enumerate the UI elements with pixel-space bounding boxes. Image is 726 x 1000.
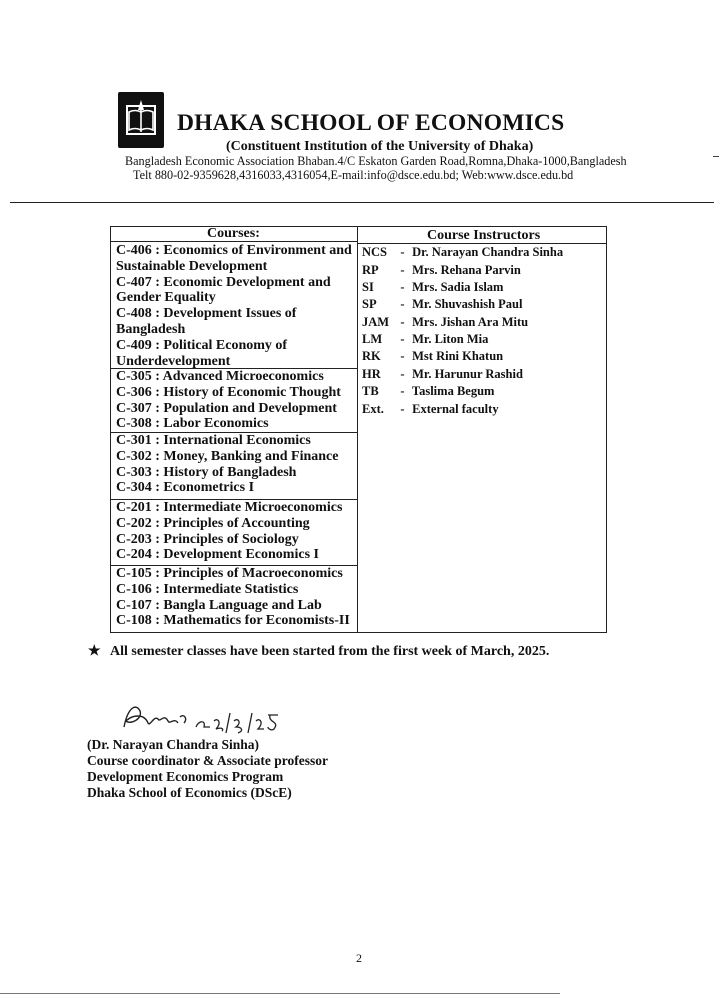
instructor-row — [362, 296, 522, 312]
course-group-divider — [110, 432, 358, 433]
instructor-row — [362, 244, 563, 260]
margin-mark — [713, 156, 719, 157]
instructor-row — [362, 314, 528, 330]
course-line: C-105 : Principles of Macroeconomics — [116, 566, 343, 581]
signature-icon — [118, 697, 298, 739]
page-number: 2 — [356, 951, 362, 965]
instructor-row — [362, 401, 499, 417]
instructor-name: Mr. Harunur Rashid — [412, 367, 523, 381]
instructor-row — [362, 279, 503, 295]
header-divider — [10, 202, 714, 203]
course-line: Bangladesh — [116, 322, 186, 337]
instructor-name: Mr. Shuvashish Paul — [412, 297, 523, 311]
course-line: Sustainable Development — [116, 258, 268, 274]
header-rule-courses — [110, 241, 358, 242]
star-icon: ★ — [88, 644, 101, 659]
instructor-code: SI — [362, 280, 374, 294]
course-line: C-202 : Principles of Accounting — [116, 515, 310, 531]
course-line: C-408 : Development Issues of — [116, 306, 297, 322]
instructor-row — [362, 366, 523, 382]
course-line: Underdevelopment — [116, 353, 231, 369]
signatory-program: Development Economics Program — [87, 769, 284, 784]
instructor-row — [362, 262, 521, 278]
instructor-separator: - — [400, 349, 405, 363]
instructor-code: NCS — [362, 245, 388, 259]
course-line: C-303 : History of Bangladesh — [116, 464, 297, 480]
instructor-code: RP — [362, 263, 379, 277]
instructor-code: HR — [362, 367, 381, 381]
instructor-separator: - — [400, 332, 405, 346]
instructor-separator: - — [400, 402, 405, 416]
instructor-name: Mrs. Sadia Islam — [412, 280, 504, 294]
course-group-divider — [110, 565, 358, 566]
instructor-code: JAM — [362, 315, 390, 329]
instructor-name: Mst Rini Khatun — [412, 349, 504, 363]
course-line: C-301 : International Economics — [116, 433, 311, 448]
semester-note-text: All semester classes have been started from the first week of March, 2025. — [110, 644, 550, 659]
school-name: DHAKA SCHOOL OF ECONOMICS — [177, 110, 565, 136]
courses-header: Courses: — [207, 226, 260, 241]
instructor-name: Taslima Begum — [411, 384, 495, 398]
course-line: C-307 : Population and Development — [116, 400, 337, 416]
course-line: C-306 : History of Economic Thought — [116, 384, 341, 400]
instructor-name: Mr. Liton Mia — [412, 332, 489, 346]
course-line: C-204 : Development Economics I — [116, 547, 319, 563]
instructor-name: Mrs. Jishan Ara Mitu — [412, 315, 529, 329]
signatory-name: (Dr. Narayan Chandra Sinha) — [87, 737, 260, 752]
school-subtitle: (Constituent Institution of the University of Dhaka) — [226, 139, 534, 154]
instructor-name: External faculty — [412, 402, 499, 416]
course-line: C-304 : Econometrics I — [116, 480, 255, 496]
course-line: C-407 : Economic Development and — [116, 274, 331, 290]
instructors-header: Course Instructors — [427, 228, 541, 243]
school-contact: Telt 880-02-9359628,4316033,4316054,E-mail:info@dsce.edu.bd; Web:www.dsce.edu.bd — [133, 168, 574, 182]
course-line: C-201 : Intermediate Microeconomics — [116, 500, 343, 515]
instructor-row — [362, 383, 494, 399]
course-line: C-308 : Labor Economics — [116, 416, 269, 432]
course-line: C-409 : Political Economy of — [116, 337, 288, 353]
school-logo — [118, 92, 164, 148]
course-line: C-107 : Bangla Language and Lab — [116, 597, 322, 613]
course-line: Gender Equality — [116, 290, 216, 306]
course-line: C-305 : Advanced Microeconomics — [116, 369, 324, 384]
signatory-title: Course coordinator & Associate professor — [87, 753, 328, 768]
footer-rule — [0, 993, 560, 994]
book-quill-logo-icon — [118, 92, 164, 148]
course-line: C-302 : Money, Banking and Finance — [116, 448, 339, 464]
instructor-separator: - — [400, 280, 405, 294]
instructor-separator: - — [400, 315, 405, 329]
instructor-code: LM — [362, 332, 383, 346]
instructor-code: Ext. — [362, 402, 384, 416]
course-line: C-106 : Intermediate Statistics — [116, 581, 299, 597]
course-group-divider — [110, 499, 358, 500]
instructor-code: SP — [362, 297, 377, 311]
instructor-separator: - — [400, 245, 405, 259]
instructor-code: RK — [362, 349, 381, 363]
instructor-separator: - — [400, 297, 405, 311]
instructor-separator: - — [400, 263, 405, 277]
signatory-institution: Dhaka School of Economics (DScE) — [87, 785, 292, 800]
semester-note — [88, 643, 549, 660]
instructor-separator: - — [400, 384, 405, 398]
course-line: C-108 : Mathematics for Economists-II — [116, 613, 350, 629]
instructor-row — [362, 348, 503, 364]
table-column-divider — [357, 226, 358, 633]
instructor-name: Mrs. Rehana Parvin — [412, 263, 521, 277]
instructor-row — [362, 331, 488, 347]
course-group-divider — [110, 368, 358, 369]
course-line: C-406 : Economics of Environment and — [116, 243, 352, 258]
instructor-name: Dr. Narayan Chandra Sinha — [412, 245, 564, 259]
instructor-code: TB — [362, 384, 379, 398]
course-line: C-203 : Principles of Sociology — [116, 531, 299, 547]
school-address: Bangladesh Economic Association Bhaban.4/C Eskaton Garden Road,Romna,Dhaka-1000,Bangladesh — [125, 154, 627, 168]
instructor-separator: - — [400, 367, 405, 381]
